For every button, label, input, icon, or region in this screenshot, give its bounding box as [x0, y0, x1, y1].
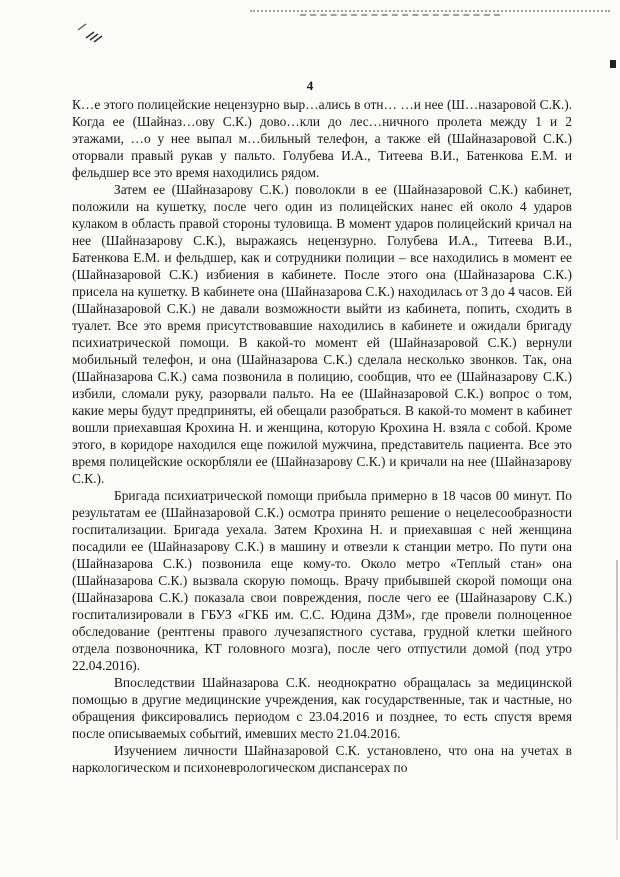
paragraph-3: Бригада психиатрической помощи прибыла примерно в 18 часов 00 минут. По результатам ее (Шайназаровой С.К.) осмотра принято решение о нецелесообразности госпитализации. Бригада уехала. Затем Крохина Н. и приехавшая с ней женщина посадили ее (Шайназарову С.К.) в машину и отвезли к станции метро. По пути она (Шайназарова С.К.) позвонила еще кому-то. Около метро «Теплый стан» она (Шайназарова С.К.) вызвала скорую помощь. Врачу прибывшей скорой помощи она (Шайназарова С.К.) показала свои повреждения, после чего ее (Шайназарову С.К.) госпитализировали в ГБУЗ «ГКБ им. С.С. Юдина ДЗМ», где провели полноценное обследование (рентгены правого лучезапястного сустава, грудной клетки шейного отдела позвоночника, КТ головного мозга), после чего отпустили домой (под утро 22.04.2016).	[72, 488, 572, 673]
paragraph-4: Впоследствии Шайназарова С.К. неоднократно обращалась за медицинской помощью в другие медицинские учреждения, как государственные, так и частные, но обращения фиксировались периодом с 23.04.2016 и позднее, то есть спустя время после описываемых событий, имевших место 21.04.2016.	[72, 675, 572, 741]
paragraph-1: К…е этого полицейские нецензурно выр…ались в отн… …и нее (Ш…назаровой С.К.). Когда ее (Шайназ…ову С.К.) дово…кли до лес…ничного пролета между 1 и 2 этажами, …о у нее выпал м…бильный телефон, а также ей (Шайназаровой С.К.) оторвали правый рукав у пальто. Голубева И.А., Титеева В.И., Батенкова Е.М. и фельдшер все это время находились рядом.	[72, 97, 572, 180]
scan-scribble-mark	[58, 10, 118, 50]
scan-artifact-top-dashes	[300, 14, 500, 20]
document-body	[72, 96, 572, 776]
scan-edge-shadow	[616, 560, 618, 840]
page-number: 4	[306, 78, 314, 93]
paragraph-2: Затем ее (Шайназарову С.К.) поволокли в ее (Шайназаровой С.К.) кабинет, положили на кушетку, после чего один из полицейских нанес ей около 4 ударов кулаком в область правой стороны туловища. В момент ударов полицейский кричал на нее (Шайназарову С.К.), выражаясь нецензурно. Голубева И.А., Титеева В.И., Батенкова Е.М. и фельдшер, как и сотрудники полиции – все находились в момент ее (Шайназаровой С.К.) избиения в кабинете. После этого она (Шайназарова С.К.) присела на кушетку. В кабинете она (Шайназарова С.К.) находилась от 3 до 4 часов. Ей (Шайназаровой С.К.) не давали возможности выйти из кабинета, попить, сходить в туалет. Все это время присутствовавшие находились в кабинете и ожидали бригаду психиатрической помощи. В какой-то момент ей (Шайназаровой С.К.) вернули мобильный телефон, и она (Шайназарова С.К.) сделала несколько звонков. Так, она (Шайназарова С.К.) сама позвонила в полицию, сообщив, что ее (Шайназарову С.К.) избили, сломали руку, разорвали пальто. На ее (Шайназаровой С.К.) вопрос о том, какие меры будут предприняты, ей обещали разобраться. В какой-то момент в кабинет вошли приехавшая Крохина Н. и женщина, которую Крохина Н. взяла с собой. Кроме этого, в коридоре находился еще пожилой мужчина, представитель пациента. Все это время полицейские оскорбляли ее (Шайназарову С.К.) и кричали на нее (Шайназарову С.К.).	[72, 182, 572, 486]
scan-edge-mark	[610, 60, 616, 68]
paragraph-5: Изучением личности Шайназаровой С.К. установлено, что она на учетах в наркологическом и психоневрологическом диспансерах по	[72, 743, 572, 775]
